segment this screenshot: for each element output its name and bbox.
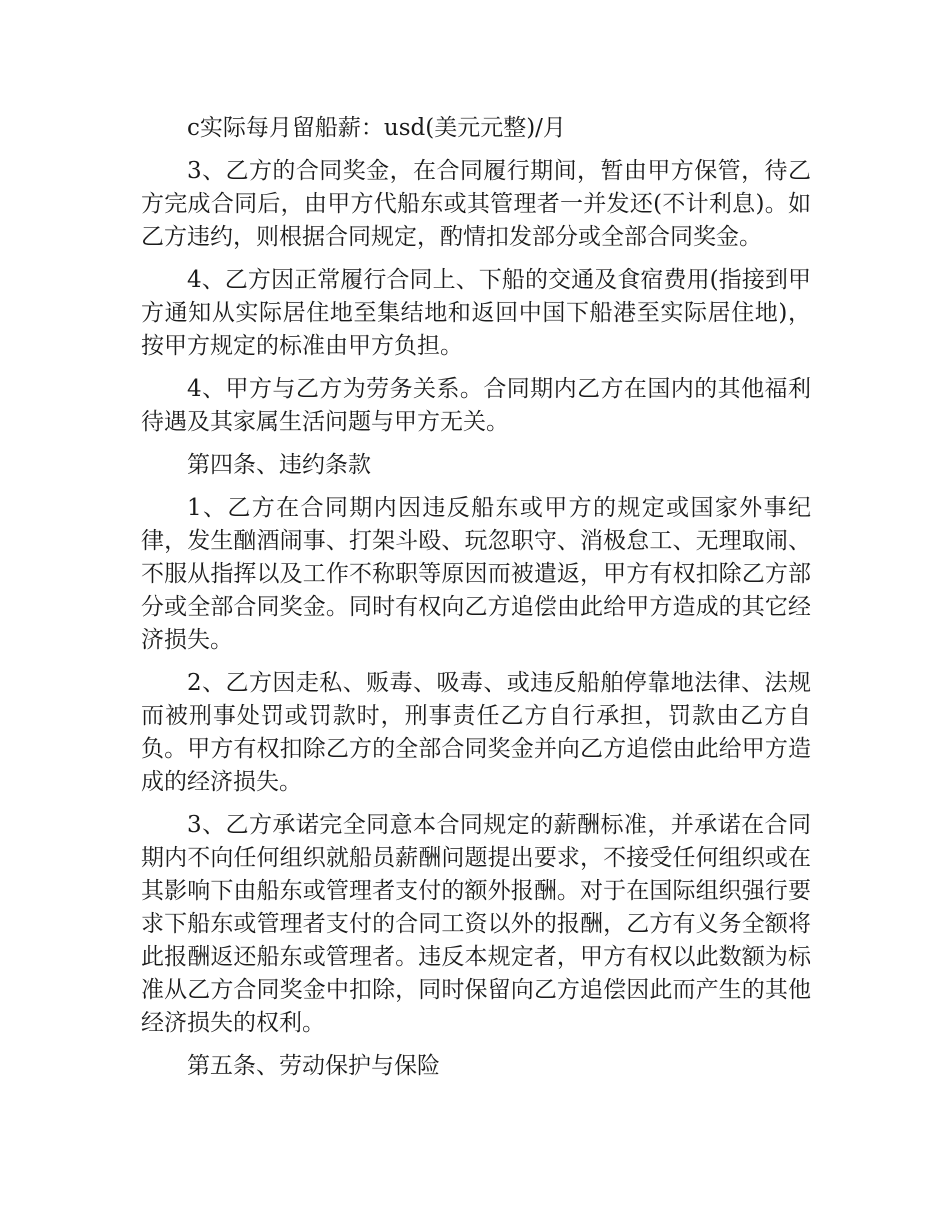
paragraph-breach-repatriation: 1、乙方在合同期内因违反船东或甲方的规定或国家外事纪律，发生酗酒闹事、打架斗殴、玩忽职守、消极怠工、无理取闹、不服从指挥以及工作不称职等原因而被遣返，甲方有权扣除乙方部分或全部合同奖金。同时有权向乙方追偿由此给甲方造成的其它经济损失。 <box>141 495 811 653</box>
document-body <box>141 112 811 1093</box>
paragraph-breach-remuneration: 3、乙方承诺完全同意本合同规定的薪酬标准，并承诺在合同期内不向任何组织就船员薪酬问题提出要求，不接受任何组织或在其影响下由船东或管理者支付的额外报酬。对于在国际组织强行要求下船东或管理者支付的合同工资以外的报酬，乙方有义务全额将此报酬返还船东或管理者。违反本规定者，甲方有权以此数额为标准从乙方合同奖金中扣除，同时保留向乙方追偿因此而产生的其他经济损失的权利。 <box>141 812 811 1036</box>
paragraph-travel-expenses: 4、乙方因正常履行合同上、下船的交通及食宿费用(指接到甲方通知从实际居住地至集结地和返回中国下船港至实际居住地)，按甲方规定的标准由甲方负担。 <box>141 267 811 359</box>
paragraph-labor-relation: 4、甲方与乙方为劳务关系。合同期内乙方在国内的其他福利待遇及其家属生活问题与甲方无关。 <box>141 376 811 435</box>
paragraph-breach-smuggling: 2、乙方因走私、贩毒、吸毒、或违反船舶停靠地法律、法规而被刑事处罚或罚款时，刑事责任乙方自行承担，罚款由乙方自负。甲方有权扣除乙方的全部合同奖金并向乙方追偿由此给甲方造成的经济损失。 <box>141 670 811 795</box>
section-heading-breach-clauses: 第四条、违约条款 <box>187 452 371 478</box>
paragraph-contract-bonus: 3、乙方的合同奖金，在合同履行期间，暂由甲方保管，待乙方完成合同后，由甲方代船东或其管理者一并发还(不计利息)。如乙方违约，则根据合同规定，酌情扣发部分或全部合同奖金。 <box>141 158 811 250</box>
section-heading-labor-protection: 第五条、劳动保护与保险 <box>187 1053 440 1079</box>
paragraph-monthly-retention-pay: c实际每月留船薪：usd(美元元整)/月 <box>187 115 566 141</box>
